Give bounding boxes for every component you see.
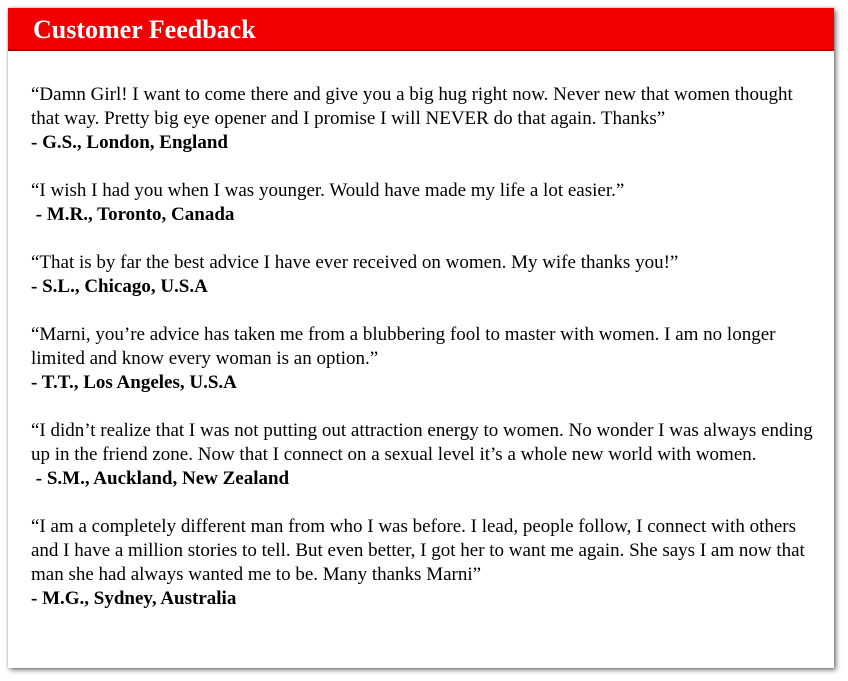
testimonial-attribution: - M.R., Toronto, Canada <box>31 204 235 225</box>
testimonial-quote: “I wish I had you when I was younger. Would have made my life a lot easier.” <box>31 180 625 201</box>
testimonial-quote: “I didn’t realize that I was not putting out attraction energy to women. No wonder I was always ending up in the friend zone. Now that I connect on a sexual level it’s a whole new world with women. <box>31 420 813 465</box>
testimonial <box>31 251 821 299</box>
feedback-header <box>8 8 834 51</box>
testimonial-quote: “That is by far the best advice I have ever received on women. My wife thanks you!” <box>31 252 679 273</box>
testimonial <box>31 323 821 395</box>
testimonial <box>31 419 821 491</box>
testimonial-quote: “I am a completely different man from who I was before. I lead, people follow, I connect with others and I have a million stories to tell. But even better, I got her to want me again. She says I am now that man she had always wanted me to be. Many thanks Marni” <box>31 516 805 585</box>
page-title: Customer Feedback <box>33 15 256 44</box>
testimonial-attribution: - G.S., London, England <box>31 132 228 153</box>
testimonial-list <box>31 83 821 635</box>
testimonial-attribution: - S.M., Auckland, New Zealand <box>31 468 290 489</box>
testimonial-quote: “Marni, you’re advice has taken me from a blubbering fool to master with women. I am no longer limited and know every woman is an option.” <box>31 324 776 369</box>
testimonial <box>31 179 821 227</box>
testimonial <box>31 515 821 611</box>
testimonial-attribution: - S.L., Chicago, U.S.A <box>31 276 208 297</box>
testimonial-quote: “Damn Girl! I want to come there and give you a big hug right now. Never new that women thought that way. Pretty big eye opener and I promise I will NEVER do that again. Thanks” <box>31 84 793 129</box>
testimonial <box>31 83 821 155</box>
feedback-panel <box>8 8 834 668</box>
testimonial-attribution: - M.G., Sydney, Australia <box>31 588 237 609</box>
testimonial-attribution: - T.T., Los Angeles, U.S.A <box>31 372 237 393</box>
